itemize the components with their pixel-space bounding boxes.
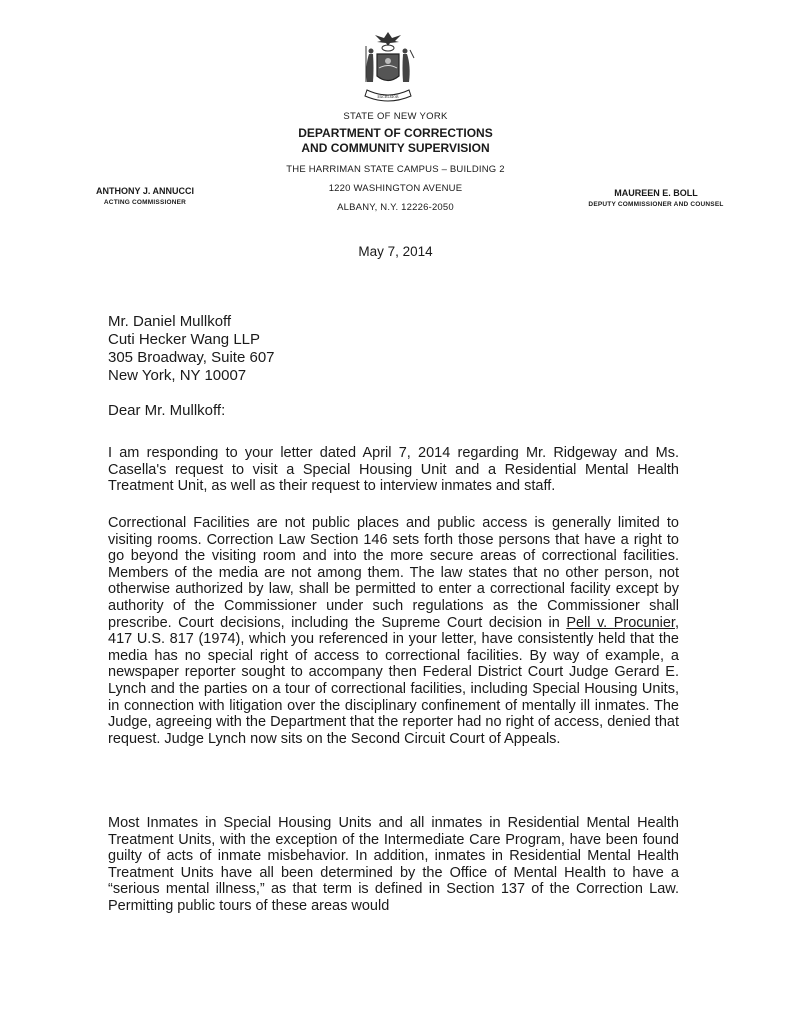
letterhead-address-line-1: THE HARRIMAN STATE CAMPUS – BUILDING 2 — [286, 164, 505, 175]
paragraph-2-text-1: Correctional Facilities are not public places and public access is generally limited to visiting rooms. Correction Law Section 146 sets forth those persons that have a right to go beyond the visiting room and into the more secure areas of correctional facilities. Members of the media are not among them. The law states that no other person, not otherwise authorized by law, shall be permitted to enter a correctional facility except by authority of the Commissioner under such regulations as the Commissioner shall prescribe. Court decisions, including the Supreme Court decision in — [108, 515, 679, 631]
department-line-1: DEPARTMENT OF CORRECTIONS — [298, 126, 493, 140]
ny-state-seal-icon — [353, 30, 423, 110]
recipient-street: 305 Broadway, Suite 607 — [108, 349, 275, 366]
recipient-address — [108, 313, 275, 385]
letterhead-state: STATE OF NEW YORK — [343, 111, 448, 122]
recipient-name: Mr. Daniel Mullkoff — [108, 313, 232, 330]
body-paragraph-1: I am responding to your letter dated April 7, 2014 regarding Mr. Ridgeway and Ms. Casella's request to visit a Special Housing Unit and a Residential Mental Health Treatment Unit, as well as their request to interview inmates and staff. — [108, 445, 679, 495]
letterhead-address-line-2: 1220 WASHINGTON AVENUE — [328, 183, 463, 194]
commissioner-name: ANTHONY J. ANNUCCI — [95, 186, 194, 196]
case-citation: Pell v. Procunier — [566, 614, 675, 631]
body-paragraph-2 — [108, 515, 679, 747]
commissioner-title: ACTING COMMISSIONER — [103, 199, 187, 206]
letterhead-department — [0, 126, 791, 156]
salutation: Dear Mr. Mullkoff: — [108, 402, 226, 419]
letter-date: May 7, 2014 — [358, 244, 433, 259]
deputy-commissioner-block — [556, 188, 756, 208]
body-paragraph-3: Most Inmates in Special Housing Units and all inmates in Residential Mental Health Treatment Units, with the exception of the Intermediate Care Program, have been found guilty of acts of inmate misbehavior. In addition, inmates in Residential Mental Health Treatment Units have all been determined by the Office of Mental Health to have a “serious mental illness,” as that term is defined in Section 137 of the Correction Law. Permitting public tours of these areas would — [108, 815, 679, 914]
seal-ribbon-text: EXCELSIOR — [377, 95, 399, 99]
recipient-firm: Cuti Hecker Wang LLP — [108, 331, 261, 348]
deputy-commissioner-name: MAUREEN E. BOLL — [614, 188, 698, 198]
commissioner-block — [60, 186, 230, 206]
department-line-2: AND COMMUNITY SUPERVISION — [301, 141, 490, 155]
recipient-city: New York, NY 10007 — [108, 367, 247, 384]
paragraph-2-text-2: , 417 U.S. 817 (1974), which you referenced in your letter, have consistently held that the media has no special right of access to correctional facilities. By way of example, a newspaper reporter sought to accompany then Federal District Court Judge Gerard E. Lynch and the parties on a tour of correctional facilities, including Special Housing Units, in connection with litigation over the disciplinary confinement of mentally ill inmates. The Judge, agreeing with the Department that the reporter had no right of access, denied that request. Judge Lynch now sits on the Second Circuit Court of Appeals. — [108, 614, 679, 747]
letterhead-address-line-3: ALBANY, N.Y. 12226-2050 — [337, 202, 454, 213]
deputy-commissioner-title: DEPUTY COMMISSIONER AND COUNSEL — [588, 201, 724, 208]
